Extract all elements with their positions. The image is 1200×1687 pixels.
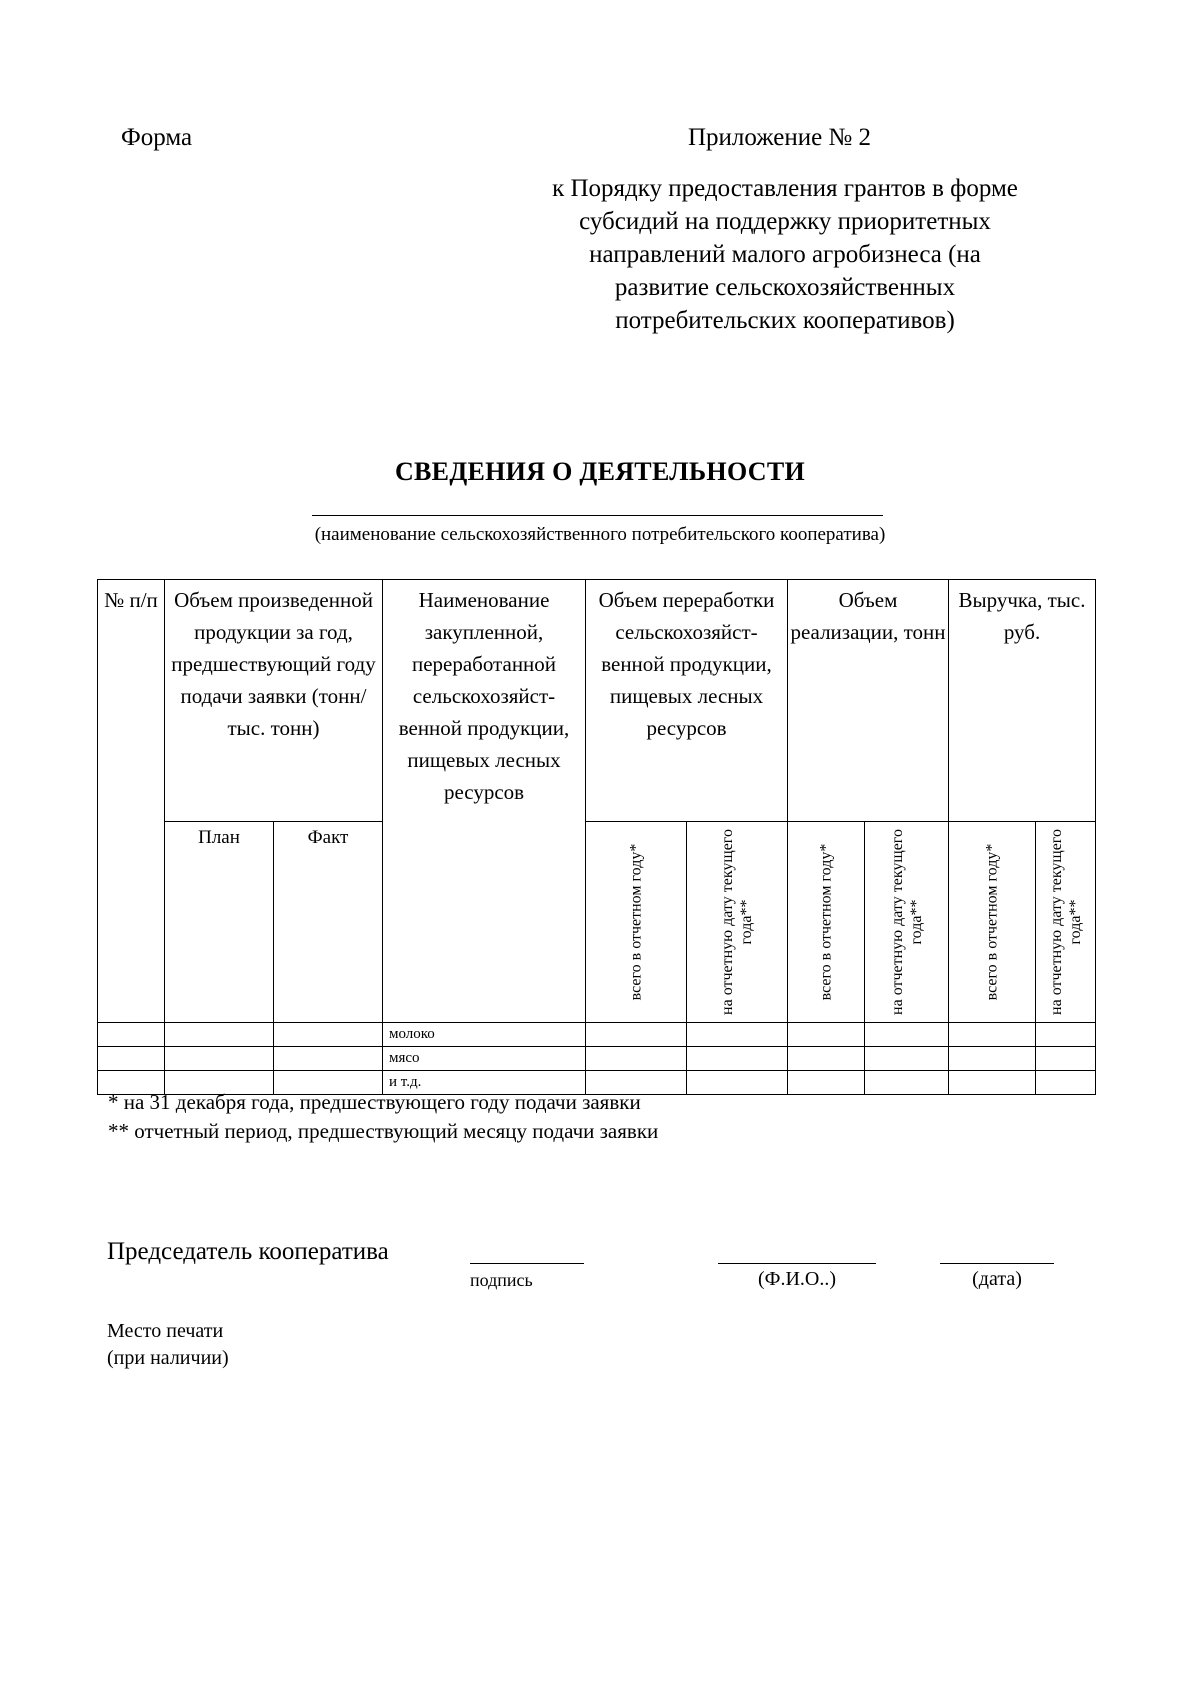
cell-revenue-year[interactable] (949, 1071, 1036, 1095)
cell-revenue-year[interactable] (949, 1023, 1036, 1047)
subheader-processing-date (687, 822, 788, 1023)
cell-product-name[interactable]: и т.д. (383, 1071, 586, 1095)
rotated-label: на отчетную дату текущего года** (719, 829, 755, 1015)
activity-table (97, 579, 1096, 1095)
table-row (98, 1023, 1096, 1047)
chairman-label: Председатель кооператива (107, 1238, 389, 1265)
cell-revenue-date[interactable] (1036, 1071, 1096, 1095)
appendix-line: направлений малого агробизнеса (на (589, 241, 981, 268)
cell-processing-year[interactable] (586, 1047, 687, 1071)
subheader-sales-year (788, 822, 865, 1023)
date-line[interactable] (940, 1263, 1054, 1264)
cell-sales-year[interactable] (788, 1071, 865, 1095)
subheader-revenue-year (949, 822, 1036, 1023)
rotated-label: на отчетную дату текущего года** (1047, 829, 1084, 1015)
cell-processing-year[interactable] (586, 1023, 687, 1047)
header-product-name: Наименование закупленной, переработанной сельскохозяйст-венной продукции, пищевых лесных ресурсов (383, 580, 586, 1023)
cell-fact[interactable] (274, 1047, 383, 1071)
cell-product-name[interactable]: молоко (383, 1023, 586, 1047)
appendix-line: к Порядку предоставления грантов в форме (552, 175, 1018, 202)
cell-sales-date[interactable] (865, 1047, 949, 1071)
rotated-label: на отчетную дату текущего года** (888, 829, 925, 1015)
header-processing-volume: Объем переработки сельскохозяйст-венной продукции, пищевых лесных ресурсов (586, 580, 788, 822)
stamp-place-label: Место печати (107, 1320, 224, 1342)
date-caption: (дата) (972, 1268, 1022, 1290)
subheader-revenue-date (1036, 822, 1096, 1023)
cell-revenue-date[interactable] (1036, 1023, 1096, 1047)
cell-sales-year[interactable] (788, 1023, 865, 1047)
cell-plan[interactable] (165, 1023, 274, 1047)
rotated-label: всего в отчетном году* (983, 843, 1001, 1001)
full-name-line[interactable] (718, 1263, 876, 1264)
cell-number[interactable] (98, 1023, 165, 1047)
signature-caption: подпись (470, 1270, 533, 1290)
appendix-line: потребительских кооперативов) (615, 307, 955, 334)
cell-processing-date[interactable] (687, 1023, 788, 1047)
cooperative-name-line[interactable] (312, 515, 883, 516)
header-revenue: Выручка, тыс. руб. (949, 580, 1096, 822)
rotated-label: всего в отчетном году* (817, 843, 835, 1001)
cell-product-name[interactable]: мясо (383, 1047, 586, 1071)
cell-sales-date[interactable] (865, 1071, 949, 1095)
cooperative-name-caption: (наименование сельскохозяйственного потребительского кооператива) (314, 524, 886, 545)
document-title: СВЕДЕНИЯ О ДЕЯТЕЛЬНОСТИ (394, 457, 806, 486)
header-number: № п/п (98, 580, 165, 1023)
subheader-processing-year (586, 822, 687, 1023)
cell-sales-date[interactable] (865, 1023, 949, 1047)
stamp-place-note: (при наличии) (107, 1347, 229, 1369)
subheader-plan: План (165, 822, 274, 1023)
full-name-caption: (Ф.И.О..) (757, 1268, 836, 1290)
cell-revenue-year[interactable] (949, 1047, 1036, 1071)
cell-revenue-date[interactable] (1036, 1047, 1096, 1071)
cell-number[interactable] (98, 1047, 165, 1071)
cell-processing-date[interactable] (687, 1047, 788, 1071)
signature-line[interactable] (470, 1263, 584, 1264)
appendix-line: развитие сельскохозяйственных (614, 274, 956, 301)
cell-plan[interactable] (165, 1047, 274, 1071)
header-production-volume: Объем произведенной продукции за год, предшествующий году подачи заявки (тонн/тыс. тонн) (165, 580, 383, 822)
footnote-one: * на 31 декабря года, предшествующего году подачи заявки (108, 1090, 641, 1114)
cell-sales-year[interactable] (788, 1047, 865, 1071)
appendix-line: субсидий на поддержку приоритетных (579, 208, 991, 235)
appendix-title: Приложение № 2 (688, 124, 872, 151)
form-label: Форма (121, 124, 193, 151)
appendix-description (480, 172, 1090, 337)
subheader-sales-date (865, 822, 949, 1023)
table-row (98, 1047, 1096, 1071)
cell-processing-date[interactable] (687, 1071, 788, 1095)
footnote-two: ** отчетный период, предшествующий месяцу подачи заявки (108, 1119, 659, 1143)
header-sales-volume: Объем реализации, тонн (788, 580, 949, 822)
cell-fact[interactable] (274, 1023, 383, 1047)
subheader-fact: Факт (274, 822, 383, 1023)
rotated-label: всего в отчетном году* (627, 843, 645, 1001)
